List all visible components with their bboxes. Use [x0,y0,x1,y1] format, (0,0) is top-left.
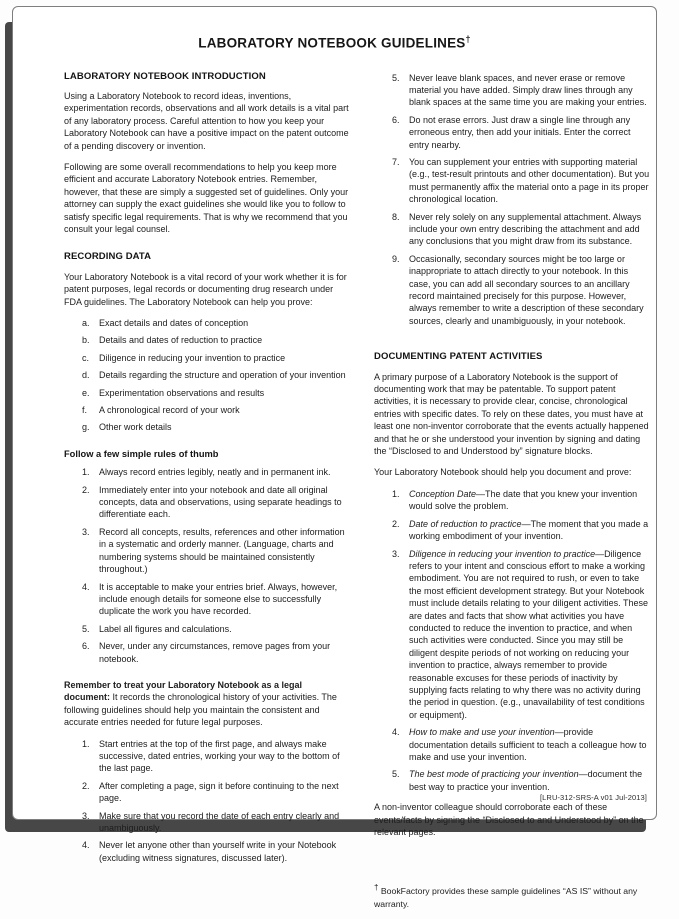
title-dagger: † [465,34,471,44]
item-lead-italic: Diligence in reducing your invention to practice [409,548,596,559]
list-item [64,623,349,635]
item-text: Always record entries legibly, neatly and in permanent ink. [99,467,331,478]
item-text [409,488,651,513]
item-text: You can supplement your entries with supporting material (e.g., test-result printouts and other documentation). But you must permanently affix the material onto a page in its proper chronological location. [409,156,650,205]
item-marker: 2. [392,518,400,529]
item-marker: f. [82,405,88,416]
recording-paragraph: Your Laboratory Notebook is a vital record of your work whether it is for patent purposes, legal records or documenting drug research under FDA guidelines. The Laboratory Notebook can help you prove: [64,271,347,307]
item-text [409,768,651,793]
list-item [64,352,349,364]
list-item [64,387,349,399]
item-marker: b. [82,335,90,346]
item-marker: e. [82,387,90,398]
item-marker: 1. [82,467,90,478]
item-text: Label all figures and calculations. [99,623,232,634]
list-item [374,156,651,206]
item-marker: 4. [82,840,90,851]
right-column [374,71,651,919]
item-marker: 6. [392,114,400,125]
list-item [64,317,349,329]
item-marker: 4. [392,727,400,738]
item-text: A chronological record of your work [99,405,240,416]
item-marker: 1. [392,488,400,499]
subheading-rules-of-thumb: Follow a few simple rules of thumb [64,448,219,459]
item-marker: 2. [82,780,90,791]
item-lead-italic: The best mode of practicing your invention [409,769,579,780]
item-rest: —document the best way to practice your invention. [409,769,643,792]
list-item [374,548,651,722]
item-rest: —The date that you knew your invention would solve the problem. [409,488,638,512]
item-marker: 6. [82,641,90,652]
item-text: Make sure that you record the date of each entry clearly and unambiguously. [99,810,340,833]
intro-paragraph-2: Following are some overall recommendations to help you keep more efficient and accurate Laboratory Notebook entries. Remember, however, that these are simply a suggested set of guidelines. Only your attorney can supply the exact guidelines she would like you to follow to satisfy specific legal requirements. That is why we recommend that you consult your legal counsel. [64,161,349,234]
page-title-text: LABORATORY NOTEBOOK GUIDELINES [198,35,466,51]
section-heading-patent-activities: DOCUMENTING PATENT ACTIVITIES [374,351,543,363]
list-item [64,738,349,775]
section-heading-recording-data: RECORDING DATA [64,251,152,263]
document-page [12,6,657,909]
item-rest: —provide documentation details sufficient to teach a colleague how to make and use your invention. [409,727,647,762]
list-item [64,484,349,521]
list-item [374,726,651,763]
item-marker: 9. [392,253,400,264]
recording-lettered-list [64,317,349,434]
item-text: Never, under any circumstances, remove pages from your notebook. [99,641,331,664]
item-text: Record all concepts, results, references and other information in a systematic and orderly manner. (Language, charts and numbering systems should be maintained consistently throughout.) [99,526,345,575]
item-text: Experimentation observations and results [99,387,265,398]
item-rest: —Diligence refers to your intent and conscious effort to make a working embodiment. You are not required to rush, or even to take the most efficient development strategy. But your Notebook must include details relating to your diligent activities. These are dates and facts that show what activities you have conducted to reduce the invention to practice, and when such activities were conducted. Since you may still be diligent despite periods of not working on reducing your invention to practice, always remember to provide reasonable excuses for these periods of inactivity by supplying facts relating to why there was no activity during the period in question. (e.g., unavailability of test conditions or equipment). [409,548,648,720]
item-text: Never leave blank spaces, and never erase or remove material you have added. Simply draw lines through any blank spaces at the same time you are making your entries. [409,72,647,108]
two-column-layout [13,51,656,919]
list-item [374,114,651,151]
list-item [64,780,349,805]
section-heading-introduction: LABORATORY NOTEBOOK INTRODUCTION [64,70,266,82]
item-text: Start entries at the top of the first page, and always make successive, dated entries, working your way to the bottom of the last page. [99,738,340,774]
item-marker: a. [82,318,90,328]
legal-rest: It records the chronological history of your activities. The following guidelines should help you maintain the consistent and accurate entries needed for future legal purposes. [64,692,337,728]
item-marker: 5. [392,769,400,780]
intro-paragraph-1: Using a Laboratory Notebook to record ideas, inventions, experimentation records, observations and all work details is a vital part of any laboratory process. Careful attention to how you keep your Laboratory Notebook can have a positive impact on the patent outcome of a pending discovery or invention. [64,90,349,151]
list-item [374,211,651,248]
item-marker: 2. [82,484,90,495]
list-item [64,404,349,416]
footnote [374,882,651,910]
item-text [409,548,651,722]
patent-numbered-list [374,488,651,793]
item-rest: —The moment that you made a working embodiment of your invention. [409,518,649,542]
patent-paragraph-2: Your Laboratory Notebook should help you document and prove: [374,467,632,478]
item-marker: 3. [82,526,90,537]
footnote-text: BookFactory provides these sample guidelines “AS IS” without any warranty. [374,886,638,909]
list-item [374,253,651,327]
list-item [64,421,349,433]
list-item [374,488,651,513]
left-column [64,71,349,919]
item-text [409,726,651,763]
item-text: Do not erase errors. Just draw a single line through any erroneous entry, then add your initials. Enter the correct entry nearby. [409,114,631,150]
item-marker: 4. [82,581,90,592]
document-code: [LRU-312-SRS-A v01 Jul-2013] [539,793,647,802]
patent-closing-paragraph: A non-inventor colleague should corroborate each of these events/facts by signing the “Disclosed to and Understood by” on the relevant pages. [374,802,644,838]
item-text: Immediately enter into your notebook and date all original concepts, data and observations, using separate headings to differentiate each. [99,484,342,520]
item-marker: 1. [82,738,90,749]
item-text: Occasionally, secondary sources might be too large or inappropriate to attach directly to your notebook. In this case, you can add all secondary sources to an ancillary record maintained precisely for this purpose. However, always remember to write a description of these secondary sources, clearly and unambiguously, in your notebook. [409,253,644,326]
item-marker: c. [82,352,90,363]
item-marker: 3. [392,548,400,559]
item-marker: 7. [392,156,400,167]
page-title [13,34,656,51]
list-item [374,518,651,543]
list-item [374,768,651,793]
item-lead-italic: Date of reduction to practice [409,518,522,529]
item-text: It is acceptable to make your entries brief. Always, however, include enough details for someone else to successfully duplicate the work you have recorded. [99,581,338,617]
item-marker: 3. [82,810,90,821]
patent-paragraph-1: A primary purpose of a Laboratory Notebook is the support of documenting work that may be patentable. To support patent activities, it is necessary to provide clear, concise, chronological entries with specific dates. To rely on these dates, you must have at least one non-inventor corroborate that the events actually happened and that he or she understood your invention by signing and dating the “Disclosed to and Understood by” signature blocks. [374,371,649,457]
list-item [64,810,349,835]
rules-numbered-list-continued [374,72,651,328]
item-text: After completing a page, sign it before continuing to the next page. [99,780,339,804]
list-item [64,526,349,576]
item-text: Details and dates of reduction to practice [99,335,263,346]
item-marker: d. [82,370,90,381]
item-marker: 5. [82,623,90,634]
legal-lead-bold: Remember to treat your Laboratory Notebook as a legal document: [64,679,303,703]
item-text: Diligence in reducing your invention to practice [99,352,286,363]
legal-numbered-list [64,738,349,865]
list-item [64,466,349,478]
item-marker: 5. [392,72,400,83]
item-text: Other work details [99,422,172,433]
item-marker: g. [82,422,90,433]
item-text [409,518,651,543]
item-marker: 8. [392,211,400,222]
list-item [64,640,349,665]
item-text: Exact details and dates of conception [99,318,249,328]
item-text: Never let anyone other than yourself write in your Notebook (excluding witness signatures, discussed later). [99,840,337,863]
list-item [64,839,349,864]
footnote-dagger: † [374,883,379,893]
legal-document-paragraph [64,679,349,729]
list-item [64,334,349,346]
item-lead-italic: How to make and use your invention [409,727,555,738]
list-item [374,72,651,109]
rules-numbered-list [64,466,349,665]
item-lead-italic: Conception Date [409,488,477,499]
list-item [64,369,349,381]
item-text: Never rely solely on any supplemental attachment. Always include your own entry describing the attachment and add any conclusions that you might draw from its substance. [409,211,642,247]
item-text: Details regarding the structure and operation of your invention [99,370,346,381]
list-item [64,581,349,618]
